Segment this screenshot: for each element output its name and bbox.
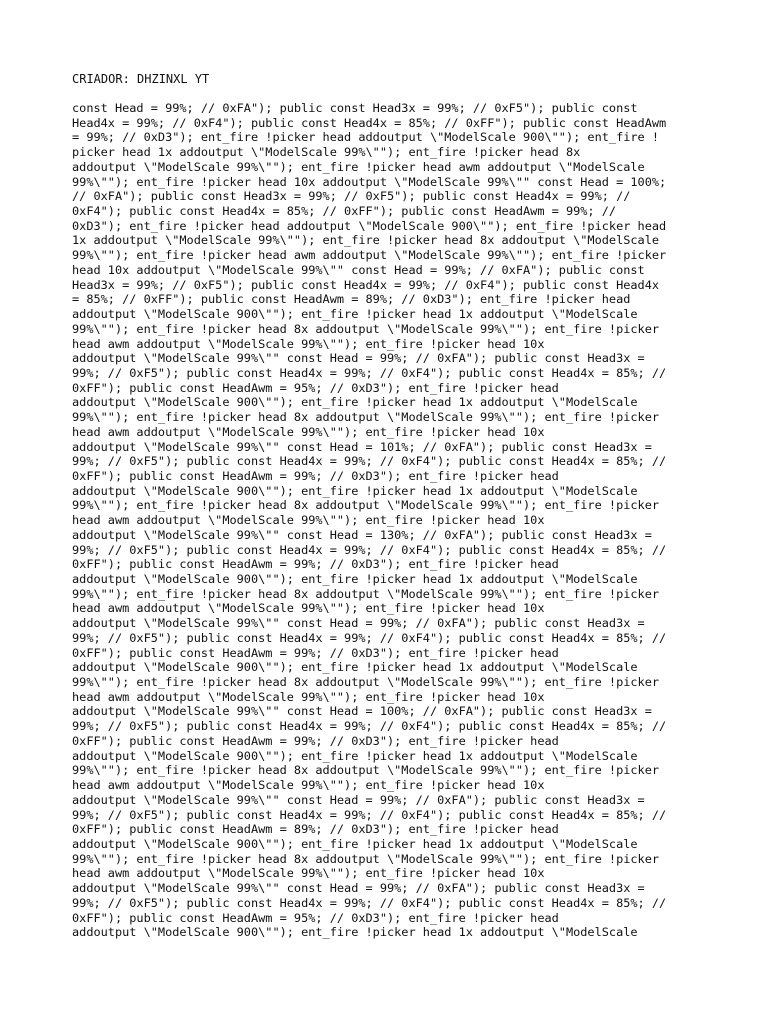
code-line: 0xFF"); public const HeadAwm = 99%; // 0xD3"); ent_fire !picker head [72, 557, 559, 572]
code-line: 99%; // 0xF5"); public const Head4x = 99%; // 0xF4"); public const Head4x = 85%; // [72, 895, 667, 910]
code-line: addoutput \"ModelScale 99%\"" const Head = 99%; // 0xFA"); public const Head3x = [72, 792, 645, 807]
code-line: head awm addoutput \"ModelScale 99%\""); ent_fire !picker head 10x [72, 778, 545, 793]
code-line: addoutput \"ModelScale 99%\"" const Head = 99%; // 0xFA"); public const Head3x = [72, 881, 645, 896]
code-line: head awm addoutput \"ModelScale 99%\""); ent_fire !picker head 10x [72, 336, 545, 351]
code-line: Head3x = 99%; // 0xF5"); public const Head4x = 99%; // 0xF4"); public const Head4x [72, 277, 660, 292]
code-line: addoutput \"ModelScale 900\""); ent_fire !picker head 1x addoutput \"ModelScale [72, 660, 638, 675]
code-line: head awm addoutput \"ModelScale 99%\""); ent_fire !picker head 10x [72, 424, 545, 439]
code-line: = 99%; // 0xD3"); ent_fire !picker head addoutput \"ModelScale 900\""); ent_fire ! [72, 130, 660, 145]
code-line: addoutput \"ModelScale 900\""); ent_fire !picker head 1x addoutput \"ModelScale [72, 836, 638, 851]
code-line: head awm addoutput \"ModelScale 99%\""); ent_fire !picker head 10x [72, 601, 545, 616]
code-line: Head4x = 99%; // 0xF4"); public const Head4x = 85%; // 0xFF"); public const HeadAwm [72, 115, 667, 130]
code-line: 99%\""); ent_fire !picker head 8x addoutput \"ModelScale 99%\""); ent_fire !picker [72, 851, 660, 866]
code-line: addoutput \"ModelScale 900\""); ent_fire !picker head 1x addoutput \"ModelScale [72, 395, 638, 410]
code-line: 99%; // 0xF5"); public const Head4x = 99%; // 0xF4"); public const Head4x = 85%; // [72, 719, 667, 734]
code-line: 99%\""); ent_fire !picker head 8x addoutput \"ModelScale 99%\""); ent_fire !picker [72, 321, 660, 336]
code-line: head awm addoutput \"ModelScale 99%\""); ent_fire !picker head 10x [72, 689, 545, 704]
code-line: addoutput \"ModelScale 99%\"" const Head = 100%; // 0xFA"); public const Head3x = [72, 704, 652, 719]
code-line: 99%\""); ent_fire !picker head awm addoutput \"ModelScale 99%\""); ent_fire !picker [72, 248, 667, 263]
code-line: addoutput \"ModelScale 900\""); ent_fire !picker head 1x addoutput \"ModelScale [72, 572, 638, 586]
code-line: 0xFF"); public const HeadAwm = 99%; // 0xD3"); ent_fire !picker head [72, 645, 559, 660]
code-line: addoutput \"ModelScale 99%\"" const Head = 99%; // 0xFA"); public const Head3x = [72, 616, 645, 631]
code-line: 99%\""); ent_fire !picker head 8x addoutput \"ModelScale 99%\""); ent_fire !picker [72, 410, 660, 425]
code-line: addoutput \"ModelScale 99%\""); ent_fire !picker head awm addoutput \"ModelScale [72, 159, 645, 174]
code-body [72, 101, 712, 940]
code-line: 99%\""); ent_fire !picker head 8x addoutput \"ModelScale 99%\""); ent_fire !picker [72, 675, 660, 690]
code-line: 99%; // 0xF5"); public const Head4x = 99%; // 0xF4"); public const Head4x = 85%; // [72, 365, 667, 380]
code-line: picker head 1x addoutput \"ModelScale 99%\""); ent_fire !picker head 8x [72, 145, 581, 160]
code-line: head 10x addoutput \"ModelScale 99%\"" const Head = 99%; // 0xFA"); public const [72, 262, 645, 277]
code-line: 99%; // 0xF5"); public const Head4x = 99%; // 0xF4"); public const Head4x = 85%; // [72, 542, 667, 557]
author-line: CRIADOR: DHZINXL YT [72, 72, 210, 86]
code-line: head awm addoutput \"ModelScale 99%\""); ent_fire !picker head 10x [72, 513, 545, 528]
code-line: 99%\""); ent_fire !picker head 8x addoutput \"ModelScale 99%\""); ent_fire !picker [72, 498, 660, 513]
code-line: addoutput \"ModelScale 900\""); ent_fire !picker head 1x addoutput \"ModelScale [72, 307, 638, 322]
code-line: addoutput \"ModelScale 99%\"" const Head = 101%; // 0xFA"); public const Head3x = [72, 439, 652, 454]
code-line: 0xFF"); public const HeadAwm = 95%; // 0xD3"); ent_fire !picker head [72, 380, 559, 395]
code-line: 99%; // 0xF5"); public const Head4x = 99%; // 0xF4"); public const Head4x = 85%; // [72, 630, 667, 645]
code-line: // 0xFA"); public const Head3x = 99%; // 0xF5"); public const Head4x = 99%; // [72, 189, 631, 204]
code-line: const Head = 99%; // 0xFA"); public const Head3x = 99%; // 0xF5"); public const [72, 101, 638, 115]
code-line: = 85%; // 0xFF"); public const HeadAwm = 89%; // 0xD3"); ent_fire !picker head [72, 292, 631, 307]
code-line: 0xFF"); public const HeadAwm = 89%; // 0xD3"); ent_fire !picker head [72, 822, 559, 837]
code-line: 0xFF"); public const HeadAwm = 99%; // 0xD3"); ent_fire !picker head [72, 468, 559, 483]
code-line: addoutput \"ModelScale 900\""); ent_fire !picker head 1x addoutput \"ModelScale [72, 925, 638, 940]
code-line: 99%\""); ent_fire !picker head 8x addoutput \"ModelScale 99%\""); ent_fire !picker [72, 763, 660, 778]
code-line: 1x addoutput \"ModelScale 99%\""); ent_fire !picker head 8x addoutput \"ModelScale [72, 233, 660, 248]
code-line: 99%\""); ent_fire !picker head 8x addoutput \"ModelScale 99%\""); ent_fire !picker [72, 586, 660, 601]
code-line: head awm addoutput \"ModelScale 99%\""); ent_fire !picker head 10x [72, 866, 545, 881]
code-line: addoutput \"ModelScale 900\""); ent_fire !picker head 1x addoutput \"ModelScale [72, 748, 638, 763]
code-line: addoutput \"ModelScale 900\""); ent_fire !picker head 1x addoutput \"ModelScale [72, 483, 638, 498]
code-line: addoutput \"ModelScale 99%\"" const Head = 130%; // 0xFA"); public const Head3x = [72, 527, 652, 542]
code-line: addoutput \"ModelScale 99%\"" const Head = 99%; // 0xFA"); public const Head3x = [72, 351, 645, 366]
code-line: 0xFF"); public const HeadAwm = 95%; // 0xD3"); ent_fire !picker head [72, 910, 559, 925]
code-line: 99%; // 0xF5"); public const Head4x = 99%; // 0xF4"); public const Head4x = 85%; // [72, 454, 667, 469]
code-line: 0xFF"); public const HeadAwm = 99%; // 0xD3"); ent_fire !picker head [72, 733, 559, 748]
code-line: 99%; // 0xF5"); public const Head4x = 99%; // 0xF4"); public const Head4x = 85%; // [72, 807, 667, 822]
code-line: 0xF4"); public const Head4x = 85%; // 0xFF"); public const HeadAwm = 99%; // [72, 204, 617, 219]
code-line: 0xD3"); ent_fire !picker head addoutput \"ModelScale 900\""); ent_fire !picker head [72, 218, 667, 233]
code-line: 99%\""); ent_fire !picker head 10x addoutput \"ModelScale 99%\"" const Head = 100%; [72, 174, 667, 189]
